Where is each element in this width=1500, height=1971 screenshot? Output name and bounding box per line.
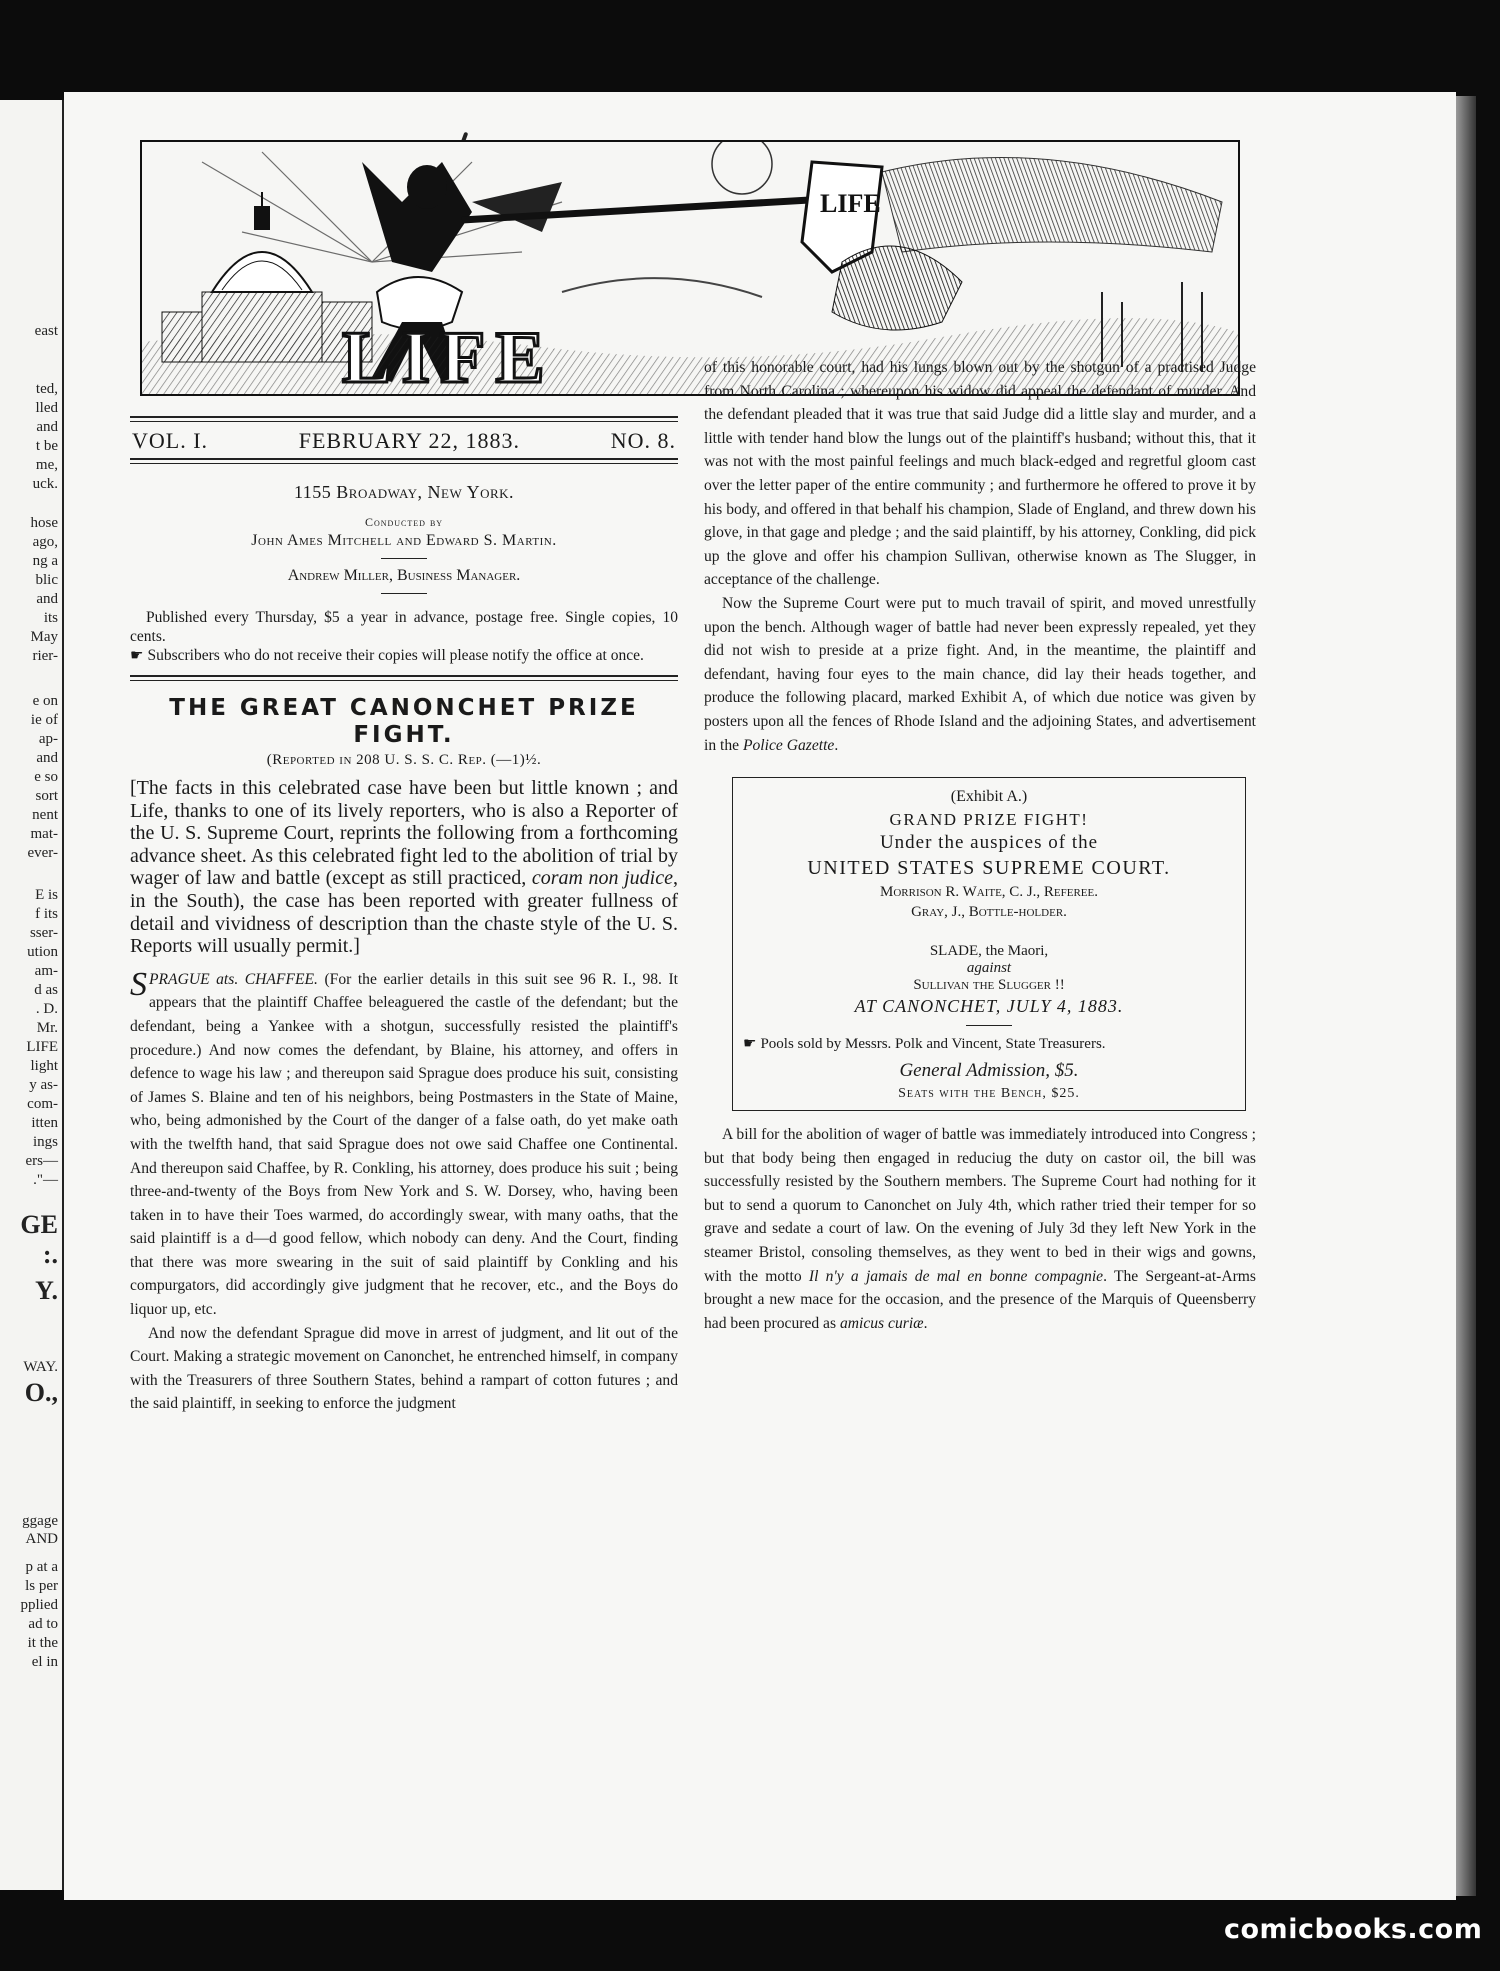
adjacent-page-text: LIFE [26,1039,58,1055]
paragraph-bill-a: A bill for the abolition of wager of battle was immediately introduced into Congress ; but that body being then engaged in reduciug the duty on castor oil, the bill was successfully resisted by the Southern members. The Supreme Court had nothing for it but to send a quorum to Canonchet on July 4th, which rather tried their temper for so grave and sedate a court of law. On the evening of July 3d they left New York in the steamer Bristol, consoling themselves, as they went to bed in their wigs and gowns, with the motto [704,1126,1256,1285]
adjacent-page-text: ggage [22,1513,58,1529]
adjacent-page-text: E is [35,887,58,903]
exhibit-pools [743,1034,1235,1054]
adjacent-page-text: . D. [35,1001,58,1017]
adjacent-page-text: hose [30,515,58,531]
article-citation: (Reported in 208 U. S. S. C. Rep. (—1)½. [266,752,542,768]
subscribers-notice [130,646,678,665]
volume-number: VOL. I. [132,428,209,453]
adjacent-page-text: ie of [30,712,58,728]
adjacent-page-text: el in [31,1654,58,1670]
divider [130,458,678,464]
exhibit-a-placard [732,777,1246,1111]
adjacent-page-text: sser- [29,925,58,941]
adjacent-page-text: am- [34,963,58,979]
adjacent-page-text: y as- [29,1077,58,1093]
french-motto: Il n'y a jamais de mal en bonne compagnie [808,1267,1104,1285]
case-paragraph-text: (For the earlier details in this suit see 96 R. I., 98. It appears that the plaintiff Chaffee beleaguered the castle of the defendant; but the defendant, being a Yankee with a shotgun, successfully resisted the plaintiff's procedure.) And now comes the defendant, by Blaine, his attorney, and offers in defence to wage his law ; and thereupon said Sprague does produce his suit, consisting of James S. Blaine and ten of his neighbors, being Postmasters in the State of Maine, who, being admonished by the Court of the danger of a false oath, do yet make oath with the twelfth hand, that said Sprague does not owe said Chaffee one Continental. And thereupon said Chaffee, by R. Conkling, his attorney, does produce his suit ; being three-and-twenty of the Boys from New York and S. W. Dorsey, who, having been taken in to have their Toes warmed, do accordingly swear, with many oaths, that the said plaintiff is a d—d good fellow, which nobody can deny. And the Court, finding that there was more swearing in the suit of said plaintiff by Conkling and his compurgators, did accordingly give judgment that he recover, etc., and the Boys do liquor up, etc. [130,970,678,1319]
article-intro [130,777,678,958]
adjacent-page-text: ng a [32,553,58,569]
short-divider [381,593,427,594]
left-column [130,416,678,1416]
article-body-right [704,356,1256,757]
issue-line [130,422,678,458]
adjacent-page-text: and [36,750,58,766]
exhibit-referee: Morrison R. Waite, C. J., Referee. [880,884,1098,901]
adjacent-page-text: and [36,419,58,435]
exhibit-auspices: Under the auspices of the [879,832,1099,854]
exhibit-admission: General Admission, $5. [899,1060,1079,1082]
adjacent-page-text: sort [35,788,58,804]
adjacent-page-text: ers— [25,1153,58,1169]
adjacent-page-text: AND [25,1531,58,1547]
adjacent-page-text: light [30,1058,58,1074]
adjacent-page-text: it the [27,1635,58,1651]
adjacent-page-text: east [34,323,58,339]
exhibit-fighter-1: SLADE, the Maori, [929,943,1049,960]
adjacent-page-text: t be [35,438,58,454]
masthead-title: LIFE [342,317,555,394]
adjacent-page-text: :. [42,1240,58,1269]
adjacent-page-text: Y. [35,1276,58,1305]
amicus-curiae: amicus curiæ [839,1314,924,1332]
adjacent-page-text: GE [20,1210,58,1239]
adjacent-page-text: me, [35,457,58,473]
article-body-right-2 [704,1123,1256,1335]
office-address: 1155 Broadway, New York. [293,482,515,502]
intro-text-a: [The facts in this celebrated case have been but little known ; and Life, thanks to one of its lively reporters, who is also a Reporter of the U. S. Supreme Court, reprints the following from a forthcoming advance sheet. As this celebrated fight led to the abolition of trial by wager of law and battle (except as still practiced, [130,777,678,890]
adjacent-page-text: Mr. [36,1020,58,1036]
police-gazette: Police Gazette [742,736,835,754]
adjacent-page-text: e on [32,693,58,709]
adjacent-page-text: ever- [27,845,58,861]
adjacent-page-text: rier- [32,648,58,664]
intro-emphasis: coram non judice [531,867,673,890]
short-divider [966,1025,1012,1026]
site-watermark: comicbooks.com [1224,1914,1483,1945]
adjacent-page-text: ings [32,1134,58,1150]
adjacent-page-text: nent [32,807,58,823]
adjacent-page-text: itten [31,1115,58,1131]
exhibit-label: (Exhibit A.) [950,788,1028,806]
issue-number: NO. 8. [610,428,676,453]
pointing-hand-icon: ☛ [130,646,144,664]
article-body-left [130,965,678,1416]
adjacent-page-text: ."— [33,1172,58,1188]
intro-text-b: , in the South), the case has been reported with greater fullness of detail and vividness of description than the chaste style of the U. S. Reports will usually permit.] [130,867,678,958]
exhibit-venue: AT CANONCHET, JULY 4, 1883. [854,996,1124,1017]
adjacent-page-text: com- [27,1096,58,1112]
adjacent-page-text: e so [34,769,58,785]
exhibit-pools-text: Pools sold by Messrs. Polk and Vincent, State Treasurers. [760,1036,1106,1053]
adjacent-page-text: ago, [32,534,58,550]
page-edge-shadow [1456,96,1476,1896]
adjacent-page-text: mat- [30,826,58,842]
editors-names: John Ames Mitchell and Edward S. Martin. [251,532,557,549]
exhibit-fighter-2: Sullivan the Slugger !! [913,977,1065,994]
adjacent-page-text: blic [35,572,58,588]
svg-text:LIFE: LIFE [820,189,881,218]
conducted-by-label: Conducted by [364,515,444,529]
subscription-terms: Published every Thursday, $5 a year in advance, postage free. Single copies, 10 cents. [130,609,678,645]
paragraph-arrest: And now the defendant Sprague did move in arrest of judgment, and lit out of the Court. Making a strategic movement on Canonchet, he entrenched himself, in company with the Treasurers of three Southern States, behind a rampart of cotton futures ; and the said plaintiff, in seeking to enforce the judgment [130,1324,678,1413]
adjacent-page-fragment [0,100,65,1890]
exhibit-headline: GRAND PRIZE FIGHT! [889,810,1089,830]
adjacent-page-text: pplied [20,1597,58,1613]
paragraph-bill [704,1123,1256,1335]
adjacent-page-text: ls per [25,1578,58,1594]
adjacent-page-text: ap- [38,731,58,747]
pointing-hand-icon: ☛ [743,1034,757,1053]
paragraph-bill-b: . The Sergeant-at-Arms brought a new mace for the occasion, and the presence of the Marquis of Queensberry had been procured as [704,1267,1256,1332]
short-divider [381,558,427,559]
exhibit-against: against [966,960,1012,977]
exhibit-court: UNITED STATES SUPREME COURT. [807,857,1171,880]
exhibit-seats: Seats with the Bench, $25. [898,1086,1080,1102]
case-name: PRAGUE ats. CHAFFEE. [149,970,318,988]
adjacent-page-text: p at a [25,1559,58,1575]
adjacent-page-text: WAY. [23,1359,58,1375]
adjacent-page-text: and [36,591,58,607]
adjacent-page-text: May [30,629,58,645]
adjacent-page-text: its [43,610,58,626]
divider [130,675,678,681]
exhibit-bottle-holder: Gray, J., Bottle-holder. [911,904,1067,921]
adjacent-page-text: f its [35,906,58,922]
case-paragraph [130,965,678,1322]
adjacent-page-text: uck. [32,476,58,492]
article-title: THE GREAT CANONCHET PRIZE FIGHT. [169,695,639,748]
issue-date: FEBRUARY 22, 1883. [298,428,521,453]
business-manager: Andrew Miller, Business Manager. [287,567,521,584]
publication-notice [130,608,678,665]
drop-cap: S [130,965,147,1003]
paragraph-supreme-court-a: Now the Supreme Court were put to much travail of spirit, and moved unrestfully upon the bench. Although wager of battle had never been expressly repealed, yet they did not wish to preside at a prize fight. And, in the meantime, the plaintiff and defendant, having four eyes to the main chance, did lay their heads together, and produce the following placard, marked Exhibit A, of which due notice was given by posters upon all the fences of Rhode Island and the adjoining States, and advertisement in the [704,594,1256,754]
adjacent-page-text: O., [24,1378,58,1407]
adjacent-page-text: ad to [28,1616,58,1632]
paragraph-supreme-court [704,592,1256,757]
right-column [704,356,1256,1335]
adjacent-page-text: lled [35,400,58,416]
adjacent-page-text: d as [34,982,58,998]
adjacent-page-text: ution [27,944,58,960]
paragraph-bill-c: . [923,1314,928,1332]
adjacent-page-text: ted, [35,381,58,397]
subscribers-notice-text: Subscribers who do not receive their copies will please notify the office at once. [147,647,644,664]
paragraph-supreme-court-b: . [834,736,839,754]
paragraph-continued: of this honorable court, had his lungs blown out by the shotgun of a practised Judge from North Carolina ; whereupon his widow did appeal the defendant of murder. And the defendant pleaded that it was true that said Judge did a little slay and murder, and a little with tender hand blow the lungs out of the plaintiff's husband; without this, that it was not with the most painful feelings and much black-edged and regretful gloom cast over the letter paper of the entire community ; and furthermore he offered to prove it by his body, and offered in that behalf his champion, Slade of England, and threw down his glove, in that gage and pledge ; and the said plaintiff, by his attorney, Conkling, did pick up the glove and offer his champion Sullivan, otherwise known as The Slugger, in acceptance of the challenge. [704,359,1256,589]
